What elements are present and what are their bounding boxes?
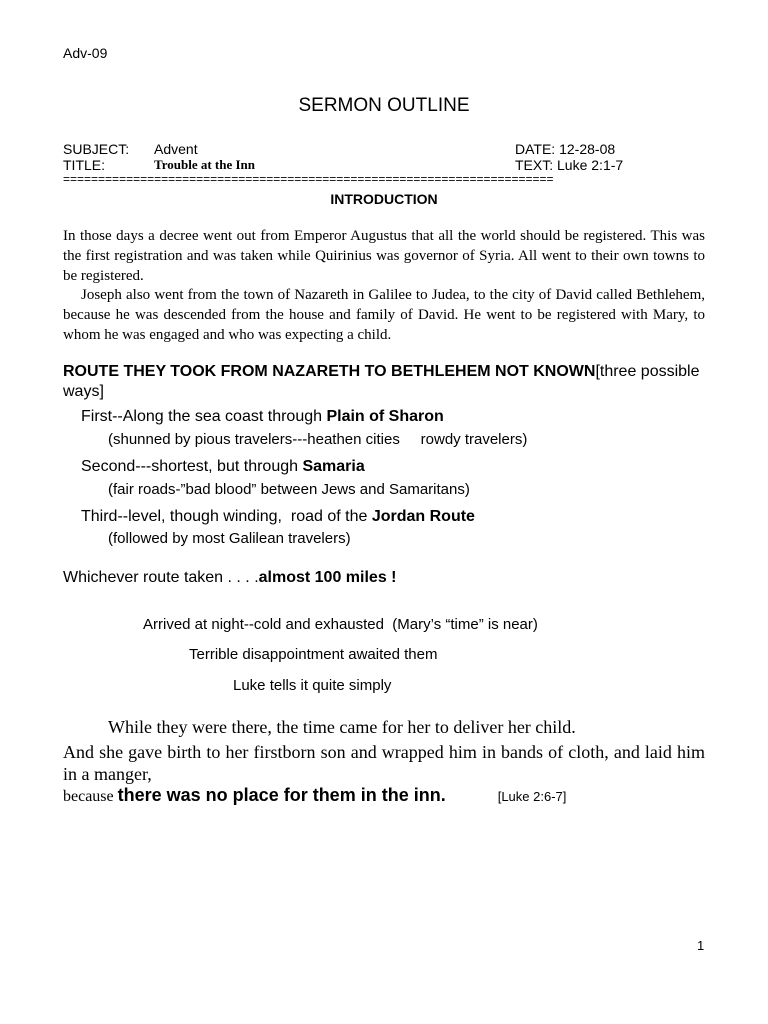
intro-paragraph-2: Joseph also went from the town of Nazareth in Galilee to Judea, to the city of David called Bethlehem, because he was descended from the house and family of David. He went to be registered with Mary, to whom he was engaged and who was expecting a child. xyxy=(63,287,705,343)
route-third-note: (followed by most Galilean travelers) xyxy=(108,530,351,547)
quote-line-1: While they were there, the time came for her to deliver her child. xyxy=(108,717,576,737)
route-second-text: Second---shortest, but through xyxy=(81,458,303,475)
introduction-heading: INTRODUCTION xyxy=(330,191,438,207)
intro-paragraph-1: In those days a decree went out from Emperor Augustus that all the world should be registered. This was the first registration and was taken while Quirinius was governor of Syria. All went to their own towns to be registered. xyxy=(63,228,705,284)
sermon-title-label: TITLE: xyxy=(63,157,106,173)
quote-line-3 xyxy=(63,785,566,806)
route-distance-bold: almost 100 miles ! xyxy=(258,569,397,586)
route-second-bold: Samaria xyxy=(302,458,365,475)
route-third xyxy=(81,508,475,526)
scripture-text-label: TEXT: xyxy=(515,157,554,173)
route-heading xyxy=(63,362,703,402)
route-third-bold: Jordan Route xyxy=(371,508,475,525)
subject-value: Advent xyxy=(154,141,198,157)
quote-line-2: And she gave birth to her firstborn son and wrapped him in bands of cloth, and laid him in a manger, xyxy=(63,742,705,784)
document-code: Adv-09 xyxy=(63,45,108,61)
luke-tells-line: Luke tells it quite simply xyxy=(233,677,392,694)
quote-line-3-bold: there was no place for them in the inn. xyxy=(117,785,446,805)
route-second xyxy=(81,458,365,476)
date-row xyxy=(515,141,615,157)
arrival-line: Arrived at night--cold and exhausted (Mary’s “time” is near) xyxy=(143,616,538,633)
date-value: 12-28-08 xyxy=(559,141,616,157)
route-distance-text: Whichever route taken . . . . xyxy=(63,569,259,586)
route-first-bold: Plain of Sharon xyxy=(326,408,444,425)
page-title: SERMON OUTLINE xyxy=(298,95,470,116)
sermon-title-value: Trouble at the Inn xyxy=(154,157,256,172)
route-second-note: (fair roads-”bad blood” between Jews and Samaritans) xyxy=(108,481,470,498)
subject-label: SUBJECT: xyxy=(63,141,130,157)
route-heading-bold: ROUTE THEY TOOK FROM NAZARETH TO BETHLEHEM NOT KNOWN xyxy=(63,363,596,380)
separator-rule: ====================================================================== xyxy=(63,172,554,186)
quote-line-3-lead: because xyxy=(63,788,118,805)
route-first xyxy=(81,408,444,426)
disappointment-line: Terrible disappointment awaited them xyxy=(189,646,438,663)
route-first-text: First--Along the sea coast through xyxy=(81,408,327,425)
scripture-reference: [Luke 2:6-7] xyxy=(497,789,567,804)
scripture-text-value: Luke 2:1-7 xyxy=(557,157,624,173)
route-first-note: (shunned by pious travelers---heathen cities rowdy travelers) xyxy=(108,431,528,448)
page-number: 1 xyxy=(697,938,705,953)
route-distance xyxy=(63,569,396,587)
scripture-text-row xyxy=(515,157,623,173)
route-third-text: Third--level, though winding, road of the xyxy=(81,508,372,525)
date-label: DATE: xyxy=(515,141,556,157)
route-heading-rest: [three possible ways] xyxy=(63,363,700,400)
